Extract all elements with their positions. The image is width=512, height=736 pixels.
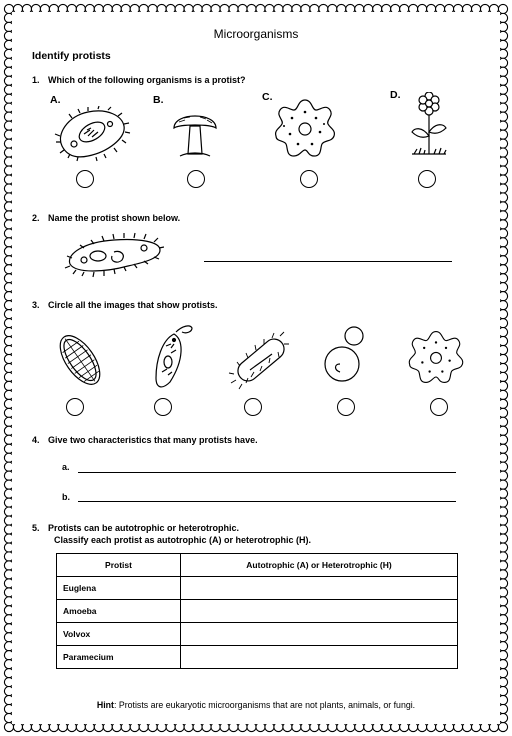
mushroom-icon	[170, 104, 220, 164]
q3-image-3-radio[interactable]	[244, 398, 262, 416]
q4-line-a-label: a.	[62, 462, 70, 472]
yeast-icon	[322, 324, 372, 386]
q4-number: 4.	[32, 435, 40, 445]
protist-name: Amoeba	[57, 600, 181, 623]
q3-image-5-radio[interactable]	[430, 398, 448, 416]
protist-name: Paramecium	[57, 646, 181, 669]
q1-option-b-radio[interactable]	[187, 170, 205, 188]
table-row	[57, 623, 458, 646]
table-row	[57, 646, 458, 669]
volvox-icon	[406, 326, 466, 388]
q2-number: 2.	[32, 213, 40, 223]
answer-cell[interactable]	[181, 600, 458, 623]
q5-number: 5.	[32, 523, 40, 533]
hint-text	[0, 700, 512, 710]
q4-answer-line-a[interactable]	[78, 472, 456, 473]
table-row	[57, 600, 458, 623]
hint-label: Hint	[96, 700, 114, 710]
answer-cell[interactable]	[181, 646, 458, 669]
protist-name: Euglena	[57, 577, 181, 600]
volvox-icon	[272, 96, 338, 160]
q3-image-4-radio[interactable]	[337, 398, 355, 416]
q1-option-b-label: B.	[153, 94, 164, 106]
section-subtitle: Identify protists	[32, 50, 111, 62]
q1-option-d-label: D.	[390, 89, 401, 101]
column-header-protist: Protist	[57, 554, 181, 577]
q4-text: Give two characteristics that many protists have.	[48, 435, 258, 445]
table-header-row	[57, 554, 458, 577]
answer-cell[interactable]	[181, 577, 458, 600]
q3-image-2-radio[interactable]	[154, 398, 172, 416]
hint-body: : Protists are eukaryotic microorganisms that are not plants, animals, or fungi.	[113, 700, 416, 710]
page-title: Microorganisms	[213, 27, 299, 41]
diatom-icon	[52, 330, 108, 390]
table-row	[57, 577, 458, 600]
q3-number: 3.	[32, 300, 40, 310]
q2-text: Name the protist shown below.	[48, 213, 181, 223]
q5-text-line2: Classify each protist as autotrophic (A) or heterotrophic (H).	[54, 535, 312, 545]
paramecium-cell-icon	[52, 106, 132, 162]
q4-line-b-label: b.	[62, 492, 70, 502]
flower-icon	[404, 92, 454, 164]
q3-image-1-radio[interactable]	[66, 398, 84, 416]
q1-option-a-label: A.	[50, 94, 61, 106]
protist-name: Volvox	[57, 623, 181, 646]
q1-number: 1.	[32, 75, 40, 85]
q1-option-a-radio[interactable]	[76, 170, 94, 188]
q5-text-line1: Protists can be autotrophic or heterotrophic.	[48, 523, 240, 533]
bacterium-icon	[228, 328, 294, 392]
q3-text: Circle all the images that show protists.	[48, 300, 218, 310]
classification-table	[56, 553, 458, 669]
q1-text: Which of the following organisms is a protist?	[48, 75, 246, 85]
answer-cell[interactable]	[181, 623, 458, 646]
euglena-icon	[148, 320, 196, 392]
paramecium-icon	[64, 232, 164, 280]
q1-option-c-radio[interactable]	[300, 170, 318, 188]
q1-option-c-label: C.	[262, 91, 273, 103]
q1-option-d-radio[interactable]	[418, 170, 436, 188]
column-header-type: Autotrophic (A) or Heterotrophic (H)	[181, 554, 458, 577]
q4-answer-line-b[interactable]	[78, 501, 456, 502]
q2-answer-line[interactable]	[204, 261, 452, 262]
